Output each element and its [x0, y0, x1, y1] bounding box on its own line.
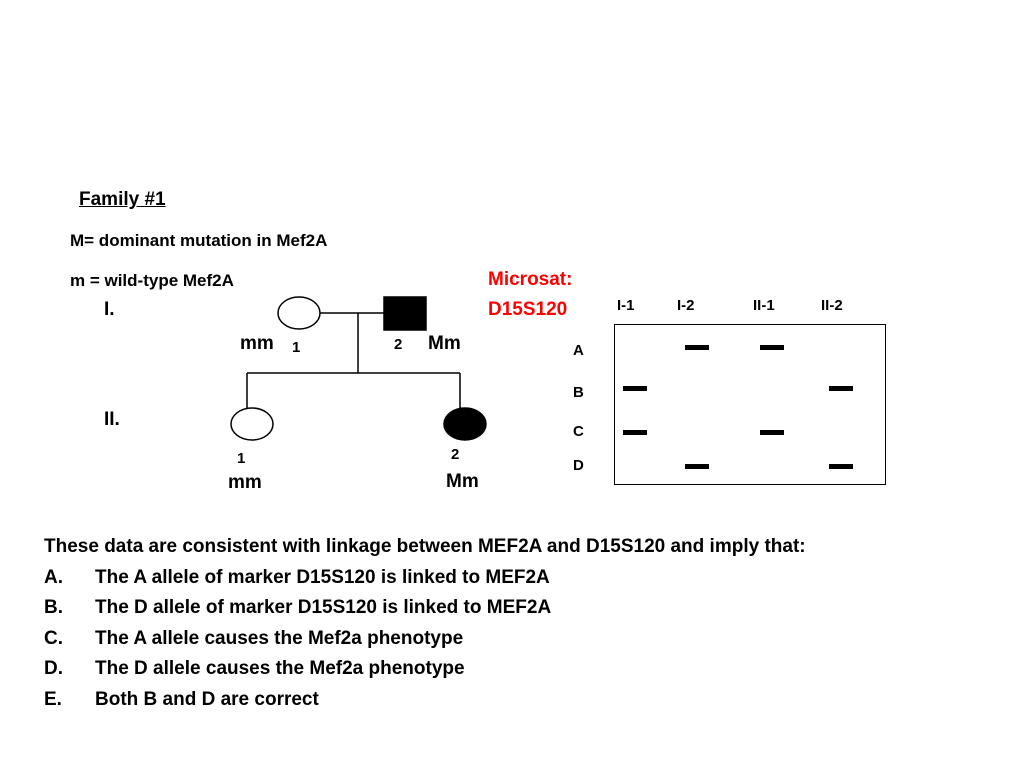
band-ii-2-b [829, 386, 853, 391]
genotype-i-2: Mm [428, 333, 461, 354]
allele-label-c: C [573, 423, 584, 440]
genotype-ii-1: mm [228, 472, 262, 493]
allele-label-b: B [573, 384, 584, 401]
band-i-2-d [685, 464, 709, 469]
individual-ii-2-circle [444, 408, 486, 440]
microsat-title-line2: D15S120 [488, 299, 568, 320]
option-text: The D allele of marker D15S120 is linked to MEF2A [95, 597, 552, 618]
band-ii-2-d [829, 464, 853, 469]
genotype-i-1: mm [240, 333, 274, 354]
microsat-title [488, 265, 572, 325]
number-ii-1: 1 [237, 450, 246, 467]
option-letter: C. [44, 628, 63, 649]
option-letter: E. [44, 689, 62, 710]
family-title: Family #1 [79, 189, 166, 210]
lane-label-i-1: I-1 [617, 297, 635, 314]
answer-option-a [44, 567, 744, 593]
option-text: The A allele of marker D15S120 is linked to MEF2A [95, 567, 550, 588]
dominant-definition: M= dominant mutation in Mef2A [70, 231, 328, 250]
answer-option-b [44, 597, 744, 623]
microsat-title-line1: Microsat: [488, 269, 573, 290]
allele-label-d: D [573, 457, 584, 474]
number-ii-2: 2 [451, 446, 460, 463]
lane-label-ii-1: II-1 [753, 297, 775, 314]
genotype-ii-2: Mm [446, 471, 479, 492]
lane-label-i-2: I-2 [677, 297, 695, 314]
number-i-1: 1 [292, 339, 301, 356]
allele-label-a: A [573, 342, 584, 359]
band-ii-1-c [760, 430, 784, 435]
question-stem: These data are consistent with linkage between MEF2A and D15S120 and imply that: [44, 536, 806, 557]
lane-label-ii-2: II-2 [821, 297, 843, 314]
option-letter: D. [44, 658, 63, 679]
individual-i-2-square [384, 297, 426, 330]
answer-option-c [44, 628, 744, 654]
generation-label-ii: II. [104, 409, 120, 430]
answer-option-e [44, 689, 744, 715]
option-letter: A. [44, 567, 63, 588]
option-letter: B. [44, 597, 63, 618]
band-ii-1-a [760, 345, 784, 350]
answer-option-d [44, 658, 744, 684]
individual-ii-1-circle [231, 408, 273, 440]
wildtype-definition: m = wild-type Mef2A [70, 271, 234, 290]
band-i-2-a [685, 345, 709, 350]
generation-label-i: I. [104, 299, 115, 320]
option-text: The A allele causes the Mef2a phenotype [95, 628, 464, 649]
option-text: Both B and D are correct [95, 689, 319, 710]
gel-box [614, 324, 886, 485]
number-i-2: 2 [394, 336, 403, 353]
option-text: The D allele causes the Mef2a phenotype [95, 658, 465, 679]
individual-i-1-circle [278, 297, 320, 329]
band-i-1-c [623, 430, 647, 435]
band-i-1-b [623, 386, 647, 391]
